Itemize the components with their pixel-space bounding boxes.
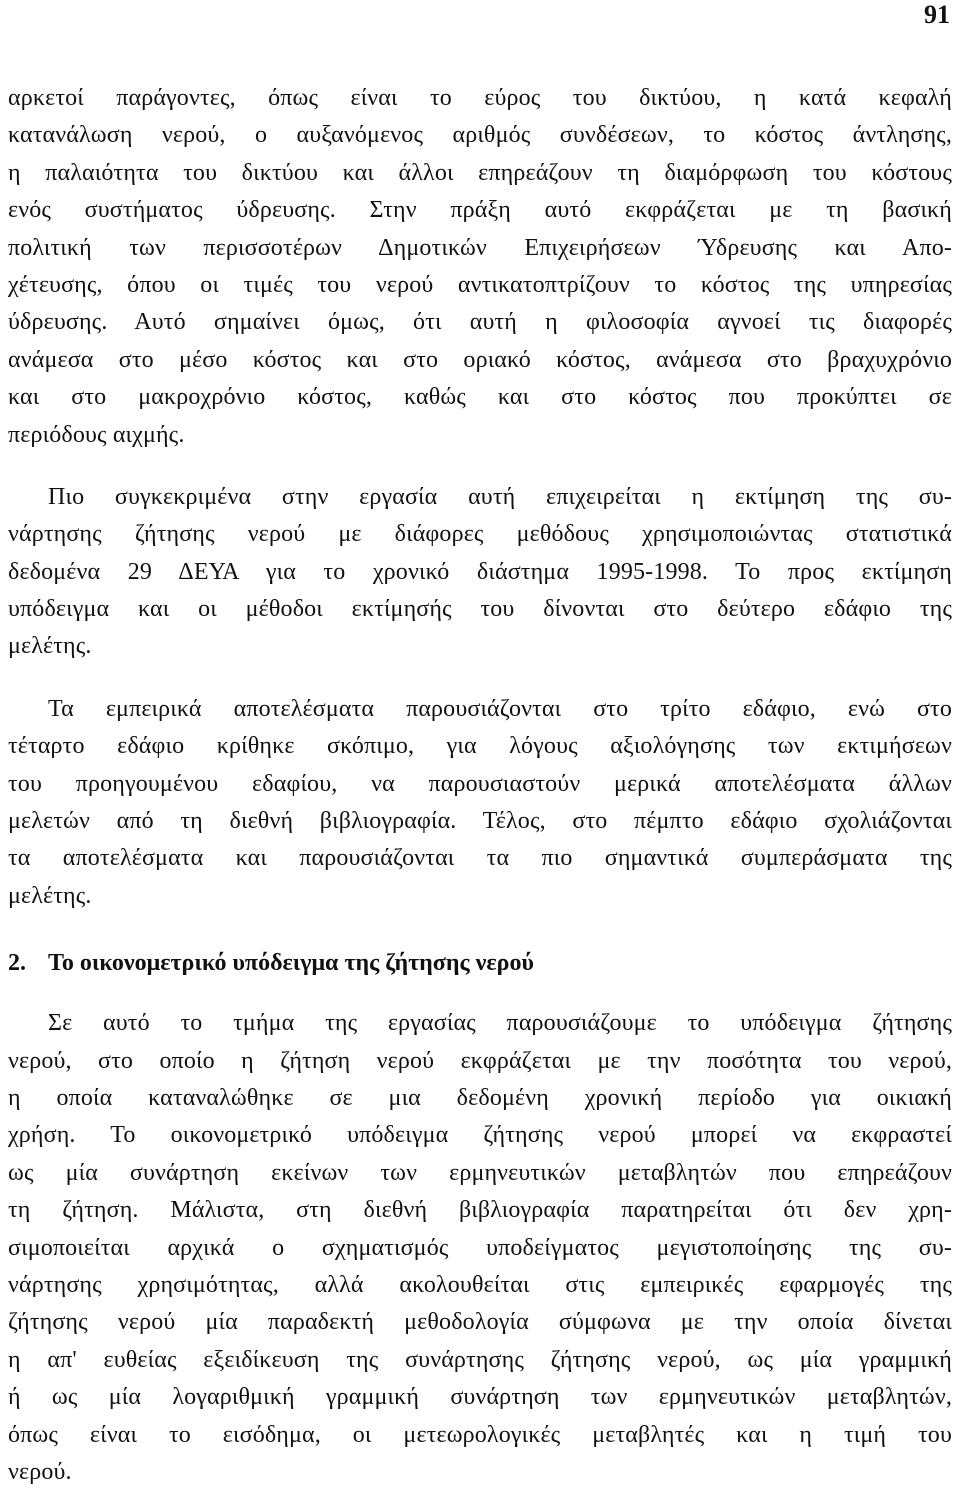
text-line: η παλαιότητα του δικτύου και άλλοι επηρεάζουν τη διαμόρφωση του κόστους [8,159,952,186]
text-line: νάρτησης ζήτησης νερού με διάφορες μεθόδους χρησιμοποιώντας στατιστικά [8,521,952,548]
text-line: ανάμεσα στο μέσο κόστος και στο οριακό κόστος, ανάμεσα στο βραχυχρόνιο [8,346,952,373]
text-line: τα αποτελέσματα και παρουσιάζονται τα πιο σημαντικά συμπεράσματα της [8,845,952,872]
text-line: αρκετοί παράγοντες, όπως είναι το εύρος του δικτύου, η κατά κεφαλή [8,85,952,111]
text-line: νερού. [8,1458,72,1485]
text-line: και στο μακροχρόνιο κόστος, καθώς και στο κόστος που προκύπτει σε [8,384,952,411]
section-title: Το οικονομετρικό υπόδειγμα της ζήτησης νερού [48,950,534,977]
text-line: Σε αυτό το τμήμα της εργασίας παρουσιάζουμε το υπόδειγμα ζήτησης [48,1010,952,1037]
paragraph [8,80,952,454]
text-line: σιμοποιείται αρχικά ο σχηματισμός υποδείγματος μεγιστοποίησης της συ- [8,1234,952,1261]
text-line: ζήτησης νερού μία παραδεκτή μεθοδολογία σύμφωνα με την οποία δίνεται [8,1309,952,1336]
text-line: ύδρευσης. Αυτό σημαίνει όμως, ότι αυτή η φιλοσοφία αγνοεί τις διαφορές [8,309,952,336]
text-line: ως μία συνάρτηση εκείνων των ερμηνευτικών μεταβλητών που επηρεάζουν [8,1159,952,1186]
paragraph [8,479,952,666]
text-line: περιόδους αιχμής. [8,421,185,448]
text-line: Τα εμπειρικά αποτελέσματα παρουσιάζονται στο τρίτο εδάφιο, ενώ στο [48,695,952,722]
text-line: τέταρτο εδάφιο κρίθηκε σκόπιμο, για λόγους αξιολόγησης των εκτιμήσεων [8,733,952,760]
text-line: Πιο συγκεκριμένα στην εργασία αυτή επιχειρείται η εκτίμηση της συ- [48,483,952,510]
section-heading [8,943,952,983]
page-number: 91 [924,0,950,29]
text-line: η απ' ευθείας εξειδίκευση της συνάρτησης ζήτησης νερού, ως μία γραμμική [8,1346,952,1373]
text-line: χρήση. Το οικονομετρικό υπόδειγμα ζήτησης νερού μπορεί να εκφραστεί [8,1122,952,1149]
text-line: ενός συστήματος ύδρευσης. Στην πράξη αυτό εκφράζεται με τη βασική [8,197,952,224]
text-line: ή ως μία λογαριθμική γραμμική συνάρτηση των ερμηνευτικών μεταβλητών, [8,1384,952,1411]
section-number: 2. [8,950,26,977]
text-line: του προηγουμένου εδαφίου, να παρουσιαστούν μερικά αποτελέσματα άλλων [8,770,952,797]
document-body [8,80,952,1491]
text-line: νάρτησης χρησιμότητας, αλλά ακολουθείται στις εμπειρικές εφαρμογές της [8,1271,952,1298]
text-line: τη ζήτηση. Μάλιστα, στη διεθνή βιβλιογραφία παρατηρείται ότι δεν χρη- [8,1197,952,1224]
paragraph [8,691,952,915]
text-line: μελετών από τη διεθνή βιβλιογραφία. Τέλος, στο πέμπτο εδάφιο σχολιάζονται [8,808,952,835]
text-line: χέτευσης, όπου οι τιμές του νερού αντικατοπτρίζουν το κόστος της υπηρεσίας [8,271,952,298]
text-line: μελέτης. [8,633,92,660]
paragraph [8,1005,952,1491]
text-line: μελέτης. [8,882,92,909]
text-line: όπως είναι το εισόδημα, οι μετεωρολογικές μεταβλητές και η τιμή του [8,1421,952,1448]
text-line: κατανάλωση νερού, ο αυξανόμενος αριθμός συνδέσεων, το κόστος άντλησης, [8,122,952,149]
text-line: νερού, στο οποίο η ζήτηση νερού εκφράζεται με την ποσότητα του νερού, [8,1047,952,1074]
text-line: η οποία καταναλώθηκε σε μια δεδομένη χρονική περίοδο για οικιακή [8,1084,952,1111]
text-line: υπόδειγμα και οι μέθοδοι εκτίμησής του δίνονται στο δεύτερο εδάφιο της [8,596,952,623]
text-line: δεδομένα 29 ΔΕΥΑ για το χρονικό διάστημα 1995-1998. Το προς εκτίμηση [8,558,952,585]
text-line: πολιτική των περισσοτέρων Δημοτικών Επιχειρήσεων Ύδρευσης και Απο- [8,234,952,261]
